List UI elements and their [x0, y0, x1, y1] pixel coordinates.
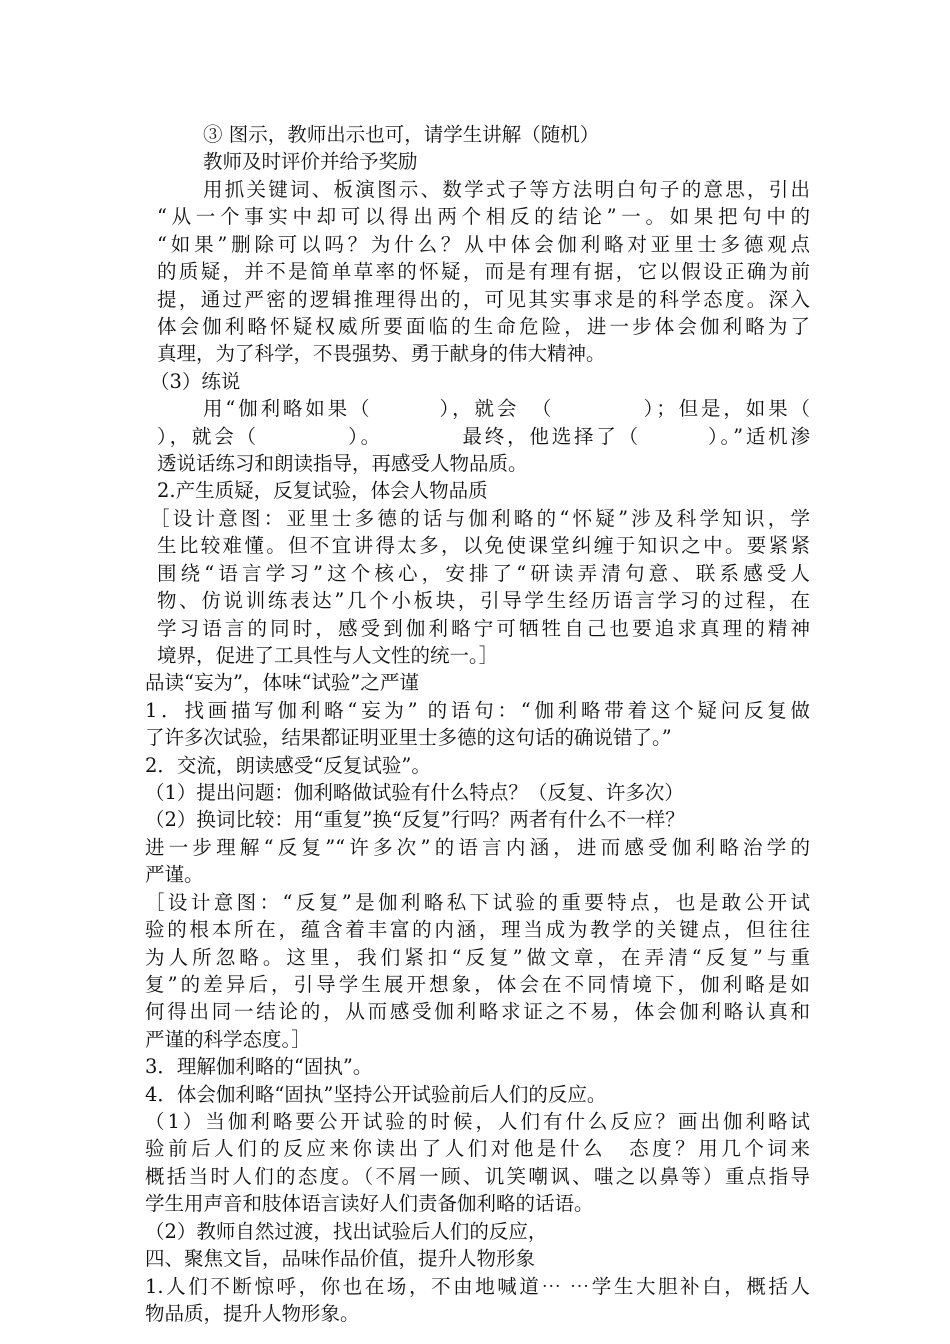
text-line: （2）换词比较：用“重复”换“反复”行吗？两者有什么不一样？ [145, 808, 685, 831]
text-line: 用抓关键词、板演图示、数学式子等方法明白句子的意思，引出 [203, 178, 810, 201]
text-line: 围绕“语言学习”这个核心，安排了“研读弄清句意、联系感受人 [157, 562, 810, 585]
text-line: （1）当伽利略要公开试验的时候，人们有什么反应？画出伽利略试 [145, 1110, 810, 1133]
text-line: 提，通过严密的逻辑推理得出的，可见其实事求是的科学态度。深入 [157, 288, 810, 311]
text-line: 透说话练习和朗读指导，再感受人物品质。 [157, 452, 528, 475]
text-line: ［设计意图：“反复”是伽利略私下试验的重要特点，也是敢公开试 [145, 891, 810, 914]
text-line: “从一个事实中却可以得出两个相反的结论”一。如果把句中的 [157, 205, 810, 228]
text-line: 的质疑，并不是简单草率的怀疑，而是有理有据，它以假设正确为前 [157, 260, 810, 283]
text-line: （2）教师自然过渡，找出试验后人们的反应， [145, 1220, 548, 1243]
text-line: 境界，促进了工具性与人文性的统一。］ [157, 644, 499, 667]
section-heading: 品读“妄为”，体味“试验”之严谨 [145, 671, 419, 694]
text-line: 物品质，提升人物形象。 [145, 1302, 360, 1325]
text-line: 生比较难懂。但不宜讲得太多，以免使课堂纠缠于知识之中。要紧紧 [157, 534, 810, 557]
section-heading: 四、聚焦文旨，品味作品价值，提升人物形象 [145, 1247, 536, 1270]
text-line: 3．理解伽利略的“固执”。 [145, 1055, 373, 1078]
text-line: 体会伽利略怀疑权威所要面临的生命危险，进一步体会伽利略为了 [157, 315, 810, 338]
text-line: （3）练说 [150, 370, 241, 393]
text-line: 2.产生质疑，反复试验，体会人物品质 [157, 479, 488, 502]
text-line: 教师及时评价并给予奖励 [203, 150, 418, 173]
text-line: 严谨。 [145, 863, 204, 886]
text-line: 验前后人们的反应来你读出了人们对他是什么 态度？用几个词来 [145, 1137, 810, 1160]
text-line: 概括当时人们的态度。（不屑一顾、讥笑嘲讽、嗤之以鼻等）重点指导 [145, 1165, 810, 1188]
text-line: 为人所忽略。这里，我们紧扣“反复”做文章，在弄清“反复”与重 [145, 946, 810, 969]
text-line: 物、仿说训练表达”几个小板块，引导学生经历语言学习的过程，在 [157, 589, 810, 612]
text-line: 1．找画描写伽利略“妄为” 的语句：“伽利略带着这个疑问反复做 [145, 699, 810, 722]
text-line: 学习语言的同时，感受到伽利略宁可牺牲自己也要追求真理的精神 [157, 617, 810, 640]
text-line: ③ 图示，教师出示也可，请学生讲解（随机） [203, 123, 600, 146]
text-line: 4．体会伽利略“固执”坚持公开试验前后人们的反应。 [145, 1083, 607, 1106]
text-line: ），就会（ ）。 最终，他选择了（ ）。”适机渗 [157, 425, 810, 448]
text-line: （1）提出问题：伽利略做试验有什么特点？（反复、许多次） [145, 781, 684, 804]
text-line: 2．交流，朗读感受“反复试验”。 [145, 754, 431, 777]
text-line: 验的根本所在，蕴含着丰富的内涵，理当成为教学的关键点，但往往 [145, 918, 810, 941]
text-line: ［设计意图：亚里士多德的话与伽利略的“怀疑”涉及科学知识，学 [150, 507, 810, 530]
text-line: “如果”删除可以吗？为什么？从中体会伽利略对亚里士多德观点 [157, 233, 810, 256]
text-line: 进一步理解“反复”“许多次”的语言内涵，进而感受伽利略治学的 [145, 836, 810, 859]
text-line: 用“伽利略如果（ ），就会 （ ）；但是，如果（ [203, 397, 810, 420]
text-line: 严谨的科学态度。］ [145, 1028, 311, 1051]
text-line: 真理，为了科学，不畏强势、勇于献身的伟大精神。 [157, 342, 606, 365]
text-line: 复”的差异后，引导学生展开想象，体会在不同情境下，伽利略是如 [145, 973, 810, 996]
text-line: 了许多次试验，结果都证明亚里士多德的这句话的确说错了。” [145, 726, 672, 749]
text-line: 1.人们不断惊呼，你也在场，不由地喊道⋯ ⋯学生大胆补白，概括人 [145, 1275, 810, 1298]
text-line: 学生用声音和肢体语言读好人们责备伽利略的话语。 [145, 1192, 594, 1215]
text-line: 何得出同一结论的，从而感受伽利略求证之不易，体会伽利略认真和 [145, 1000, 810, 1023]
